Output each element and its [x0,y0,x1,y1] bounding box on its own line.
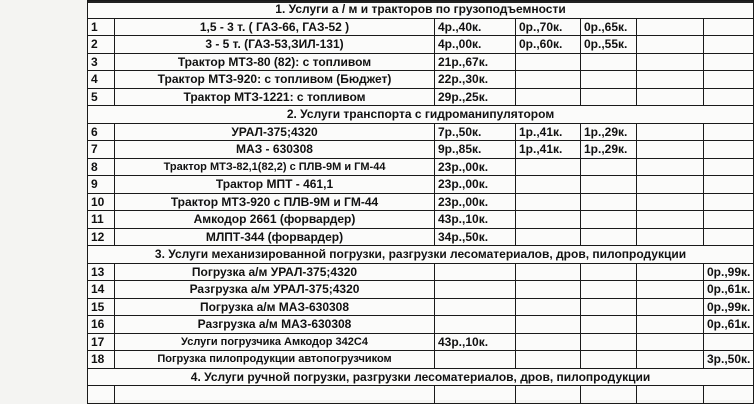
price-table [87,0,754,404]
table-row [88,263,754,281]
section-title: 4. Услуги ручной погрузки, разгрузки лесоматериалов, дров, пилопродукции [88,368,754,386]
section-title: 1. Услуги а / м и тракторов по грузоподъемности [88,1,754,19]
price-per-km-loaded [516,316,581,334]
price-per-hour [435,298,516,316]
row-number: 14 [88,281,115,299]
price-per-km-empty [581,158,637,176]
table-cell [637,281,704,299]
price-per-hour [435,316,516,334]
price-per-unit [704,176,754,194]
service-name: Трактор МТЗ-82,1(82,2) с ПЛВ-9М и ГМ-44 [115,158,435,176]
table-cell [637,176,704,194]
table-cell [637,71,704,89]
table-row [88,193,754,211]
row-number: 9 [88,176,115,194]
price-per-km-loaded [516,88,581,106]
price-per-hour: 43р.,10к. [435,333,516,351]
price-per-unit [704,333,754,351]
service-name: Разгрузка а/м МАЗ-630308 [115,316,435,334]
price-per-unit [704,36,754,54]
price-per-km-loaded [516,211,581,229]
service-name: Трактор МТЗ-920 с ПЛВ-9М и ГМ-44 [115,193,435,211]
price-per-hour: 4р.,00к. [435,36,516,54]
price-per-hour: 34р.,50к. [435,228,516,246]
price-per-km-empty [581,333,637,351]
price-per-km-empty [581,211,637,229]
price-per-km-loaded [516,351,581,369]
row-number: 11 [88,211,115,229]
table-cell [581,386,637,404]
price-per-unit [704,18,754,36]
service-name: Трактор МТЗ-920: с топливом (Бюджет) [115,71,435,89]
price-per-hour: 23р.,00к. [435,158,516,176]
table-cell [637,158,704,176]
price-per-hour: 4р.,40к. [435,18,516,36]
table-row [88,53,754,71]
table-cell [637,211,704,229]
price-per-unit [704,211,754,229]
table-cell [637,53,704,71]
price-per-km-loaded: 0р.,60к. [516,36,581,54]
price-per-km-loaded: 1р.,41к. [516,141,581,159]
price-per-km-empty: 1р.,29к. [581,123,637,141]
table-cell [516,386,581,404]
price-per-km-loaded [516,281,581,299]
row-number: 12 [88,228,115,246]
table-row [88,333,754,351]
section-header-row [88,368,754,386]
table-cell [637,298,704,316]
price-per-hour [435,281,516,299]
table-cell [637,123,704,141]
row-number: 16 [88,316,115,334]
row-number: 3 [88,53,115,71]
price-per-km-loaded [516,263,581,281]
table-cell [704,386,754,404]
service-name: МЛПТ-344 (форвардер) [115,228,435,246]
price-per-km-loaded [516,298,581,316]
price-per-hour: 29р.,25к. [435,88,516,106]
price-per-unit [704,228,754,246]
price-per-unit: 3р.,50к. [704,351,754,369]
price-per-km-loaded [516,193,581,211]
table-row [88,228,754,246]
row-number: 8 [88,158,115,176]
table-cell [637,193,704,211]
price-per-hour: 9р.,85к. [435,141,516,159]
price-per-unit: 0р.,61к. [704,316,754,334]
row-number: 5 [88,88,115,106]
price-per-unit [704,53,754,71]
table-row [88,141,754,159]
price-per-unit [704,71,754,89]
price-per-km-empty [581,71,637,89]
price-per-km-empty [581,298,637,316]
table-cell [637,36,704,54]
table-row [88,158,754,176]
table-row [88,18,754,36]
price-per-km-empty [581,53,637,71]
price-per-km-loaded [516,53,581,71]
section-title: 3. Услуги механизированной погрузки, разгрузки лесоматериалов, дров, пилопродукции [88,246,754,264]
row-number: 7 [88,141,115,159]
price-per-unit [704,141,754,159]
price-per-hour: 22р.,30к. [435,71,516,89]
price-per-unit: 0р.,99к. [704,298,754,316]
price-per-km-loaded: 0р.,70к. [516,18,581,36]
price-per-km-empty [581,351,637,369]
row-number: 10 [88,193,115,211]
row-number: 2 [88,36,115,54]
table-row [88,88,754,106]
service-name: Трактор МПТ - 461,1 [115,176,435,194]
row-number: 18 [88,351,115,369]
price-per-km-loaded [516,71,581,89]
service-name: Трактор МТЗ-1221: с топливом [115,88,435,106]
price-per-hour: 43р.,10к. [435,211,516,229]
price-per-km-loaded [516,176,581,194]
service-name: Погрузка пилопродукции автопогрузчиком [115,351,435,369]
table-row [88,36,754,54]
section-header-row [88,106,754,124]
row-number: 4 [88,71,115,89]
section-header-row [88,246,754,264]
table-row [88,281,754,299]
service-name: УРАЛ-375;4320 [115,123,435,141]
table-cell [115,386,435,404]
service-name: 3 - 5 т. (ГАЗ-53,ЗИЛ-131) [115,36,435,54]
price-per-hour [435,263,516,281]
table-row [88,123,754,141]
price-per-km-empty [581,316,637,334]
price-per-km-empty [581,228,637,246]
price-per-km-empty: 1р.,29к. [581,141,637,159]
table-cell [637,316,704,334]
price-per-unit [704,193,754,211]
table-cell [637,351,704,369]
table-row [88,351,754,369]
section-title: 2. Услуги транспорта с гидроманипулятором [88,106,754,124]
table-row [88,176,754,194]
table-cell [637,18,704,36]
price-per-km-empty [581,88,637,106]
table-cell [637,228,704,246]
table-cell [637,141,704,159]
table-cell [637,333,704,351]
price-per-hour: 23р.,00к. [435,176,516,194]
table-cell [637,88,704,106]
price-per-hour [435,351,516,369]
service-name: Разгрузка а/м УРАЛ-375;4320 [115,281,435,299]
section-header-row [88,1,754,19]
service-name: Амкодор 2661 (форвардер) [115,211,435,229]
price-per-km-empty [581,193,637,211]
price-per-hour: 7р.,50к. [435,123,516,141]
service-name: Трактор МТЗ-80 (82): с топливом [115,53,435,71]
price-per-unit: 0р.,99к. [704,263,754,281]
row-number: 15 [88,298,115,316]
price-per-hour: 23р.,00к. [435,193,516,211]
row-number: 17 [88,333,115,351]
price-per-km-loaded [516,333,581,351]
table-cell [435,386,516,404]
table-cell [88,386,115,404]
price-per-unit: 0р.,61к. [704,281,754,299]
row-number: 1 [88,18,115,36]
price-per-km-empty [581,263,637,281]
price-per-km-empty [581,176,637,194]
table-row [88,71,754,89]
table-row [88,316,754,334]
price-per-km-loaded [516,228,581,246]
table-cell [637,263,704,281]
table-row [88,211,754,229]
service-name: Погрузка а/м УРАЛ-375;4320 [115,263,435,281]
price-per-km-empty: 0р.,55к. [581,36,637,54]
price-per-unit [704,123,754,141]
service-name: МАЗ - 630308 [115,141,435,159]
table-cell [637,386,704,404]
price-per-km-loaded: 1р.,41к. [516,123,581,141]
price-per-unit [704,88,754,106]
service-name: 1,5 - 3 т. ( ГАЗ-66, ГАЗ-52 ) [115,18,435,36]
table-row [88,386,754,404]
row-number: 6 [88,123,115,141]
service-name: Погрузка а/м МАЗ-630308 [115,298,435,316]
row-number: 13 [88,263,115,281]
price-per-hour: 21р.,67к. [435,53,516,71]
service-name: Услуги погрузчика Амкодор 342С4 [115,333,435,351]
price-per-unit [704,158,754,176]
table-row [88,298,754,316]
price-per-km-empty [581,281,637,299]
price-per-km-loaded [516,158,581,176]
price-per-km-empty: 0р.,65к. [581,18,637,36]
